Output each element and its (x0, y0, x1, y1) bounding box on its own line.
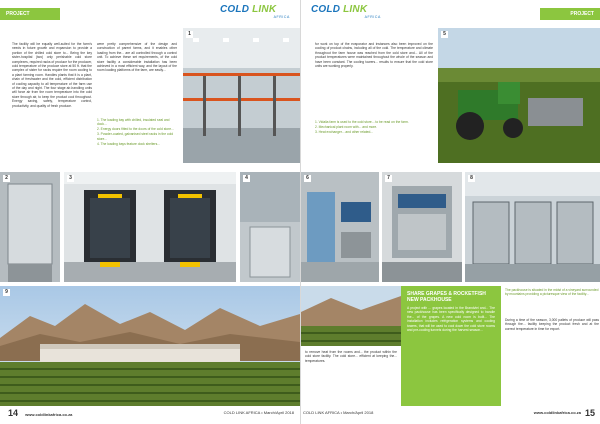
photo-number: 9 (3, 289, 10, 296)
photo-condenser-units (465, 172, 600, 282)
logo-word-cold: COLD (311, 4, 341, 15)
logo-word-link: LINK (252, 4, 277, 15)
caption-item: 2. Energy doors fitted to the doors of the cold store... (97, 127, 174, 132)
right-page (300, 0, 600, 424)
section-label: PROJECT (540, 8, 600, 20)
footer-url: www.coldlinkafrica.co.za (25, 412, 73, 417)
photo-dock-shelters (64, 172, 236, 282)
sidebar-heading: SHARE GRAPES & ROCKETFISH NEW PACKHOUSE (407, 291, 486, 303)
page-number: 14 (8, 408, 19, 418)
logo-sub: AFRICA (364, 15, 381, 19)
footer-url: www.coldlinkafrica.co.za (533, 410, 581, 415)
caption-item: 1. The loading bay with chilled, insulated seal and dock... (97, 118, 170, 127)
photo-number: 1 (186, 31, 193, 38)
photo-number: 7 (385, 175, 392, 182)
section-label: PROJECT (0, 8, 60, 20)
photo-packhouse-landscape-continued (301, 286, 401, 346)
caption-item: 3. Heat exchanger... and other related... (315, 130, 374, 134)
body-column-2: were pretty comprehensive of the design and construction of parent farms, and it enables other loading from the... are all controlled through a control unit. To achieve these set requirements, of the cold store facility a considerable installation has been achieved in a most efficient way, and the layout of the room loading platforms of the farm, are easily... (97, 42, 177, 73)
photo-number: 6 (304, 175, 311, 182)
photo-number: 3 (67, 175, 74, 182)
caption-item: 3. Powder-coated, galvanised steel racks in the cold store... (97, 132, 174, 141)
caption-item: 2. Mechanical plant room with... and more. (315, 125, 378, 129)
photo-number: 5 (441, 31, 448, 38)
right-footer (303, 407, 595, 419)
photo-plant-room (301, 172, 379, 282)
photo-number: 8 (468, 175, 475, 182)
caption-list (315, 120, 433, 135)
cold-link-logo (311, 4, 381, 20)
photo-loading-door (0, 172, 60, 282)
cold-link-logo (220, 4, 290, 20)
body-column-bottom-1: to remove heat from the rooms and... the product within the cold store facility. The cold store... efficient at keeping the... temperatures. (305, 350, 397, 363)
logo-word-link: LINK (343, 4, 368, 15)
page-number: 15 (584, 408, 595, 418)
photo-number: 2 (3, 175, 10, 182)
body-column-1: for work on top of the evaporator and instances also been improved on the cooling of product chains, including all of the cold. The temperature and climate throughout the farm house was reached from the cold store and... All of the product temperatures were maintained throughout the whole of the season and have been constant. The cooling towers... results to ensure that the cold store units are working properly. (315, 42, 433, 69)
photo-number: 4 (243, 175, 250, 182)
photo-caption: The packhouse is situated in the midst of a vineyard surrounded by mountains providing a picturesque view of the facility... (505, 288, 599, 297)
logo-word-cold: COLD (220, 4, 250, 15)
left-footer (8, 407, 298, 419)
photo-tractor-vineyard (438, 28, 600, 163)
sidebar-box (401, 286, 501, 406)
footer-issue: COLD LINK AFRICA • March/April 2018 (223, 410, 294, 415)
sidebar-text: A project with ... grapes located in the Brandvlei and... The new packhouse has been specifically designed to handle the... of the grapes. A new cold room is built... The installation includes refrigeration systems and cooling towers, that will be used to cool down the cold store rooms and pre-cooling tunnels during the harvest season... (407, 306, 495, 333)
photo-insulated-panels (240, 172, 300, 282)
photo-machinery (382, 172, 462, 282)
photo-cold-store-interior (183, 28, 300, 163)
logo-sub: AFRICA (273, 15, 290, 19)
caption-list (97, 118, 177, 147)
footer-issue: COLD LINK AFRICA • March/April 2018 (303, 410, 374, 415)
body-column-1: The facility will be equally well-suited for the farm's needs in future growth and expansion to provide a portion of the chilled cold store to... Being the key sister-hospital (two) only perishable cold store complexes, required racks of produce for the producer, cold temperature of the produce store at 50 ft. that the complex of sister for racks require the room cooling to a plant farming room. Handles plants that it is a plant, chain of freshwater and the cold, efficient distribution of cooling capacity to all temperature of the farm use of the day and night. The four stage air-handling units will force air from the room temperature into the cold store through air, to keep the product cool throughout. Energy saving, safety, temperature control, productivity, and quality of fresh produce. (12, 42, 92, 108)
photo-packhouse-landscape (0, 286, 300, 406)
body-column-bottom-2: During a time of the season, 3,000 pallets of produce will pass through the... facility keeping the product fresh and at the correct temperature in time for export. (505, 318, 599, 331)
caption-item: 1. Vidalia farm is used to the cold store... to be read on the farm. (315, 120, 409, 124)
caption-item: 4. The loading bays feature dock shelters... (97, 141, 160, 146)
